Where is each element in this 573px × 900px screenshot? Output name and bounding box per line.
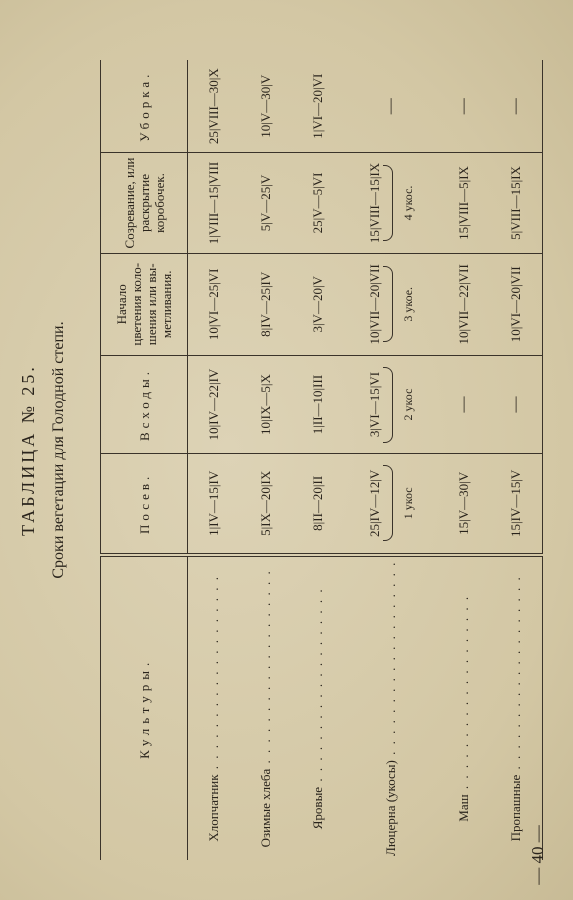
sowing-cell: 5|IX—20|IX	[240, 454, 292, 555]
maturation-cell: 5|V—25|V	[240, 153, 292, 253]
harvest-cell: —	[490, 60, 543, 153]
header-emergence: Всходы.	[101, 356, 188, 454]
maturation-cell: 15|VIII—5|IX	[438, 153, 490, 253]
header-flowering: Начало цветения коло-шения или вы-метливания.	[101, 253, 188, 355]
sowing-cell	[344, 454, 438, 555]
header-crops: Культуры.	[101, 555, 188, 860]
cut-note: 2 укос	[400, 388, 415, 421]
harvest-cell: —	[438, 60, 490, 153]
flowering-cell: 10|VI—20|VII	[490, 253, 543, 355]
flowering-cell	[344, 253, 438, 355]
flowering-cell: 10|VI—25|VI	[188, 253, 241, 355]
harvest-cell: 1|VI—20|VI	[292, 60, 344, 153]
cut-note: 3 укое.	[400, 286, 415, 322]
page-title: ТАБЛИЦА № 25.	[18, 364, 38, 536]
page-number: — 40 —	[528, 825, 547, 885]
brace-mark	[383, 465, 393, 541]
page-subtitle: Сроки вегетации для Голодной степи.	[50, 321, 67, 579]
brace-mark	[383, 367, 393, 443]
flowering-value: 10|VII—20|VII	[366, 264, 382, 345]
emergence-cell	[344, 356, 438, 454]
crop-name: Люцерна (укосы) . . .	[344, 555, 438, 860]
maturation-cell: 25|V—5|VI	[292, 153, 344, 253]
header-maturation: Созревание, или раскрытие коробочек.	[101, 153, 188, 253]
table-row	[344, 60, 438, 860]
crop-name: Пропашные . . .	[490, 555, 543, 860]
brace-mark	[383, 165, 393, 241]
crop-name: Хлопчатник . . .	[188, 555, 241, 860]
crop-name: Яровые . . .	[292, 555, 344, 860]
maturation-cell: 5|VIII—15|IX	[490, 153, 543, 253]
flowering-cell: 3|V—20|V	[292, 253, 344, 355]
header-harvest: Уборка.	[101, 60, 188, 153]
table-row	[240, 60, 292, 860]
maturation-value: 15|VIII—15|IX	[366, 162, 382, 244]
cut-note: 1 укос	[400, 487, 415, 520]
flowering-cell: 8|IV—25|IV	[240, 253, 292, 355]
header-sowing: Посев.	[101, 454, 188, 555]
emergence-cell: —	[438, 356, 490, 454]
sowing-value: 25|IV—12|V	[366, 469, 382, 537]
harvest-cell: 10|V—30|V	[240, 60, 292, 153]
cut-note: 4 укос.	[400, 185, 415, 221]
maturation-cell: 1|VIII—15|VIII	[188, 153, 241, 253]
crop-name: Озимые хлеба . . .	[240, 555, 292, 860]
sowing-cell: 1|IV—15|IV	[188, 454, 241, 555]
harvest-cell: —	[344, 60, 438, 153]
flowering-cell: 10|VII—22|VII	[438, 253, 490, 355]
emergence-value: 3|VI—15|VI	[366, 371, 382, 438]
brace-mark	[383, 266, 393, 342]
sowing-cell: 8|II—20|II	[292, 454, 344, 555]
sowing-cell: 15|V—30|V	[438, 454, 490, 555]
table-row	[292, 60, 344, 860]
maturation-cell	[344, 153, 438, 253]
emergence-cell: 10|IX—5|X	[240, 356, 292, 454]
emergence-cell: —	[490, 356, 543, 454]
table-row	[490, 60, 543, 860]
table-row	[188, 60, 241, 860]
harvest-cell: 25|VIII—30|X	[188, 60, 241, 153]
crop-name: Маш . . .	[438, 555, 490, 860]
table-header-row	[101, 60, 188, 860]
emergence-cell: 10|IV—22|IV	[188, 356, 241, 454]
table-row	[438, 60, 490, 860]
vegetation-table	[100, 60, 543, 860]
emergence-cell: 1|II—10|III	[292, 356, 344, 454]
sowing-cell: 15|IV—15|V	[490, 454, 543, 555]
